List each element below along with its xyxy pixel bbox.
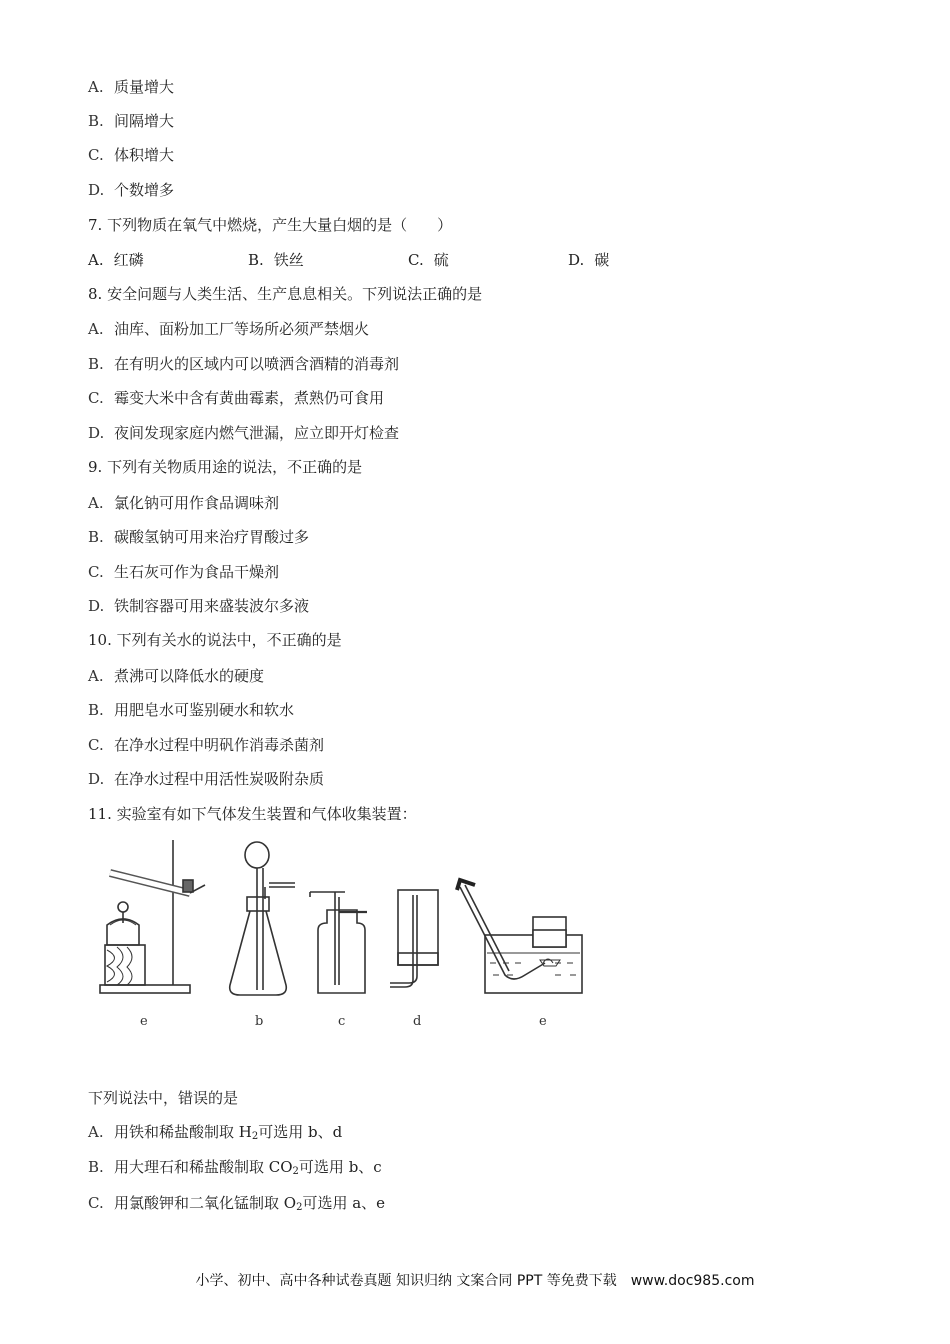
caption-e-left: e: [140, 1014, 148, 1029]
option-label: A.: [88, 1123, 104, 1141]
caption-d: d: [413, 1014, 422, 1029]
q8-stem: 8. 安全问题与人类生活、生产息息相关。下列说法正确的是: [88, 285, 483, 303]
apparatus-a: [100, 840, 205, 993]
option-label: B.: [88, 112, 104, 130]
q11-stem: 11. 实验室有如下气体发生装置和气体收集装置：: [88, 805, 417, 823]
option-label: D.: [88, 597, 105, 615]
option-text: 油库、面粉加工厂等场所必须严禁烟火: [114, 320, 370, 338]
option-text: 夜间发现家庭内燃气泄漏，应立即开灯检查: [114, 424, 400, 442]
option-text: 氯化钠可用作食品调味剂: [114, 494, 280, 512]
option-label: D.: [88, 424, 105, 442]
option-text-post: 可选用 a、e: [302, 1194, 386, 1212]
apparatus-drawing: [95, 835, 595, 1035]
subscript: 2: [251, 1131, 259, 1142]
q8-option-c: [88, 388, 384, 408]
apparatus-e: [457, 880, 582, 993]
q10-option-d: [88, 769, 324, 789]
q6-option-b: [88, 111, 174, 131]
option-text: 碳: [594, 251, 610, 269]
option-text: 间隔增大: [114, 112, 175, 130]
apparatus-c: [310, 892, 367, 993]
q7-stem: 7. 下列物质在氧气中燃烧，产生大量白烟的是（ ）: [88, 216, 453, 234]
caption-b: b: [255, 1014, 264, 1029]
option-text-pre: 用大理石和稀盐酸制取 CO: [114, 1158, 293, 1176]
option-text: 铁丝: [273, 251, 304, 269]
option-text: 用肥皂水可鉴别硬水和软水: [114, 701, 295, 719]
option-label: B.: [88, 355, 104, 373]
option-label: C.: [88, 146, 104, 164]
caption-e-right: e: [539, 1014, 547, 1029]
caption-c: c: [338, 1014, 346, 1029]
option-text: 在净水过程中用活性炭吸附杂质: [114, 770, 325, 788]
apparatus-b: [230, 842, 295, 995]
option-label: B.: [88, 1158, 104, 1176]
option-text: [114, 1193, 385, 1218]
q11-option-a: [88, 1122, 342, 1147]
q8-option-a: [88, 319, 369, 339]
option-label: C.: [408, 251, 424, 269]
option-text: 生石灰可作为食品干燥剂: [114, 563, 280, 581]
option-label: B.: [88, 701, 104, 719]
q9-option-a: [88, 493, 279, 513]
q11-sub-stem: 下列说法中，错误的是: [88, 1089, 239, 1107]
q6-option-c: [88, 145, 174, 165]
option-text-pre: 用氯酸钾和二氧化锰制取 O: [114, 1194, 297, 1212]
option-text: 硫: [433, 251, 449, 269]
q7-option-a: [88, 250, 248, 270]
option-label: C.: [88, 1194, 104, 1212]
option-text: 煮沸可以降低水的硬度: [114, 667, 265, 685]
option-label: B.: [248, 251, 264, 269]
option-text: 在有明火的区域内可以喷洒含酒精的消毒剂: [114, 355, 400, 373]
q6-option-a: [88, 77, 174, 97]
option-text: 体积增大: [114, 146, 175, 164]
option-text: 质量增大: [114, 78, 175, 96]
q9-option-b: [88, 527, 309, 547]
option-label: A.: [88, 494, 104, 512]
option-text: 碳酸氢钠可用来治疗胃酸过多: [114, 528, 310, 546]
q6-option-d: [88, 180, 174, 200]
q7-option-c: [408, 250, 568, 270]
q11-option-b: [88, 1157, 382, 1182]
q8-option-d: [88, 423, 399, 443]
q9-option-d: [88, 596, 309, 616]
q7-option-d: [568, 250, 728, 270]
option-text-pre: 用铁和稀盐酸制取 H: [114, 1123, 252, 1141]
option-text: 霉变大米中含有黄曲霉素，煮熟仍可食用: [114, 389, 385, 407]
apparatus-d: [390, 890, 438, 987]
option-label: D.: [88, 770, 105, 788]
option-label: C.: [88, 389, 104, 407]
option-text-post: 可选用 b、d: [258, 1123, 343, 1141]
option-text: 红磷: [113, 251, 144, 269]
q7-options: [88, 250, 728, 270]
q8-option-b: [88, 354, 399, 374]
option-text: [114, 1157, 382, 1182]
q9-option-c: [88, 562, 279, 582]
option-text-post: 可选用 b、c: [298, 1158, 382, 1176]
subscript: 2: [292, 1166, 299, 1177]
q10-option-b: [88, 700, 294, 720]
subscript: 2: [296, 1202, 303, 1213]
q10-option-c: [88, 735, 324, 755]
option-text: 个数增多: [114, 181, 175, 199]
option-text: 铁制容器可用来盛装波尔多液: [114, 597, 310, 615]
option-label: B.: [88, 528, 104, 546]
q10-stem: 10. 下列有关水的说法中，不正确的是: [88, 631, 342, 649]
q7-option-b: [248, 250, 408, 270]
option-label: A.: [88, 78, 104, 96]
option-label: A.: [88, 667, 104, 685]
option-label: C.: [88, 563, 104, 581]
apparatus-figure: [95, 835, 595, 1035]
q11-option-c: [88, 1193, 385, 1218]
option-text: 在净水过程中明矾作消毒杀菌剂: [114, 736, 325, 754]
q10-option-a: [88, 666, 264, 686]
page-footer[interactable]: 小学、初中、高中各种试卷真题 知识归纳 文案合同 PPT 等免费下载 www.doc985.com: [195, 1273, 755, 1289]
option-label: A.: [88, 320, 104, 338]
q9-stem: 9. 下列有关物质用途的说法，不正确的是: [88, 458, 363, 476]
option-text: [114, 1122, 342, 1147]
option-label: A.: [88, 251, 104, 269]
option-label: D.: [88, 181, 105, 199]
option-label: D.: [568, 251, 585, 269]
option-label: C.: [88, 736, 104, 754]
